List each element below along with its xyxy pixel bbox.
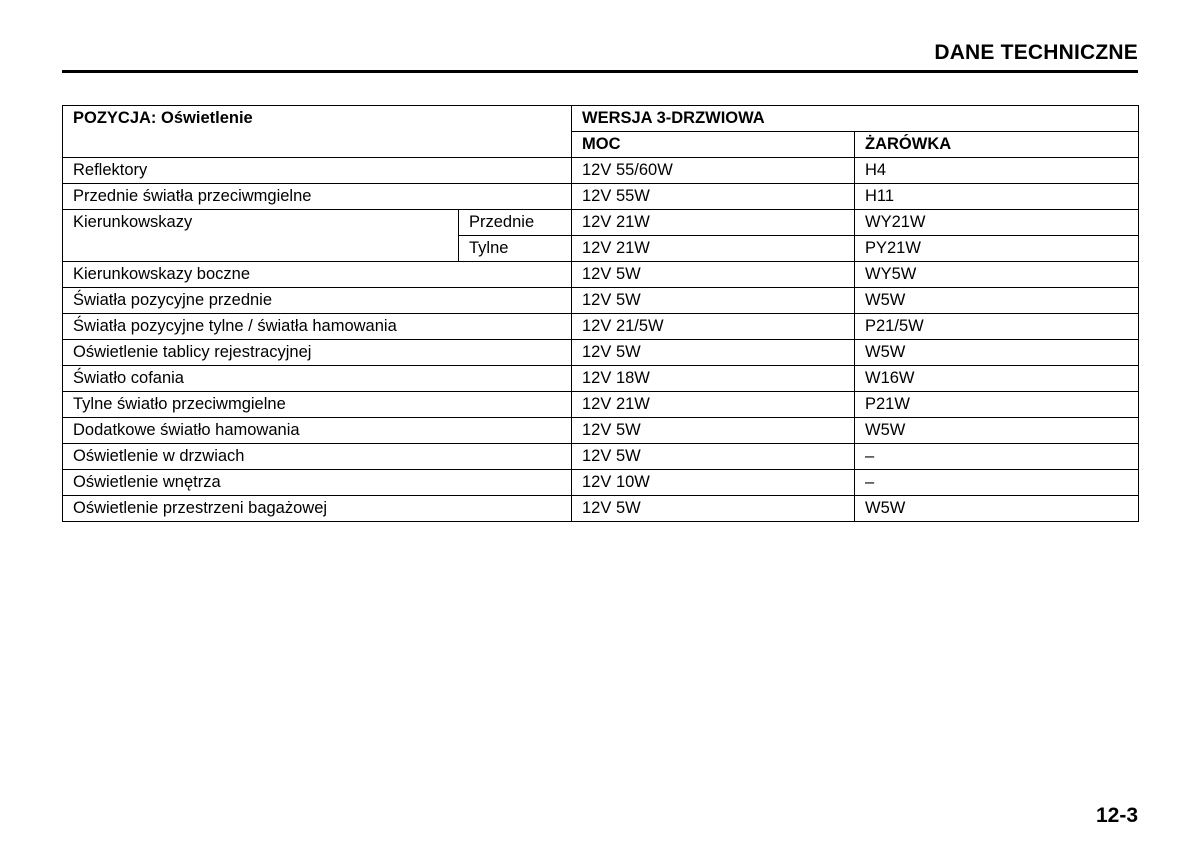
row-power: 12V 55/60W [572, 158, 855, 184]
table-row [63, 340, 1139, 366]
row-power: 12V 5W [572, 340, 855, 366]
table-row [63, 444, 1139, 470]
row-label: Oświetlenie przestrzeni bagażowej [63, 496, 572, 522]
row-power: 12V 21W [572, 392, 855, 418]
row-label: Światła pozycyjne przednie [63, 288, 572, 314]
row-bulb: PY21W [855, 236, 1139, 262]
row-bulb: W5W [855, 340, 1139, 366]
row-power: 12V 21/5W [572, 314, 855, 340]
row-bulb: W5W [855, 496, 1139, 522]
row-power: 12V 55W [572, 184, 855, 210]
row-bulb: – [855, 470, 1139, 496]
title-divider [62, 70, 1138, 73]
table-header-row [63, 106, 1139, 132]
row-label: Kierunkowskazy boczne [63, 262, 572, 288]
row-bulb: – [855, 444, 1139, 470]
row-bulb: W5W [855, 418, 1139, 444]
table-row [63, 418, 1139, 444]
row-power: 12V 10W [572, 470, 855, 496]
table-row [63, 496, 1139, 522]
row-label: Światło cofania [63, 366, 572, 392]
row-power: 12V 21W [572, 236, 855, 262]
section-title: DANE TECHNICZNE [934, 41, 1138, 64]
row-power: 12V 5W [572, 288, 855, 314]
row-label: Dodatkowe światło hamowania [63, 418, 572, 444]
version-header: WERSJA 3-DRZWIOWA [572, 106, 1139, 132]
row-power: 12V 5W [572, 418, 855, 444]
row-bulb: W5W [855, 288, 1139, 314]
row-label: Tylne światło przeciwmgielne [63, 392, 572, 418]
row-bulb: H4 [855, 158, 1139, 184]
table-row [63, 184, 1139, 210]
row-power: 12V 5W [572, 262, 855, 288]
bulb-header: ŻARÓWKA [855, 132, 1139, 158]
table-row [63, 262, 1139, 288]
row-power: 12V 21W [572, 210, 855, 236]
table-row [63, 210, 1139, 236]
row-bulb: P21W [855, 392, 1139, 418]
row-label: Reflektory [63, 158, 572, 184]
row-power: 12V 18W [572, 366, 855, 392]
table-row [63, 288, 1139, 314]
table-row [63, 314, 1139, 340]
row-label: Przednie światła przeciwmgielne [63, 184, 572, 210]
page-number: 12-3 [1095, 804, 1138, 827]
row-bulb: H11 [855, 184, 1139, 210]
row-label: Światła pozycyjne tylne / światła hamowania [63, 314, 572, 340]
row-bulb: W16W [855, 366, 1139, 392]
row-power: 12V 5W [572, 496, 855, 522]
table-row [63, 470, 1139, 496]
row-bulb: WY21W [855, 210, 1139, 236]
table-row [63, 366, 1139, 392]
row-bulb: P21/5W [855, 314, 1139, 340]
row-power: 12V 5W [572, 444, 855, 470]
row-label: Kierunkowskazy [63, 210, 459, 262]
row-bulb: WY5W [855, 262, 1139, 288]
row-sublabel: Tylne [459, 236, 572, 262]
table-row [63, 158, 1139, 184]
lighting-spec-table [62, 105, 1139, 522]
row-label: Oświetlenie tablicy rejestracyjnej [63, 340, 572, 366]
row-sublabel: Przednie [459, 210, 572, 236]
power-header: MOC [572, 132, 855, 158]
row-label: Oświetlenie w drzwiach [63, 444, 572, 470]
row-label: Oświetlenie wnętrza [63, 470, 572, 496]
table-row [63, 392, 1139, 418]
position-header: POZYCJA: Oświetlenie [63, 106, 572, 158]
